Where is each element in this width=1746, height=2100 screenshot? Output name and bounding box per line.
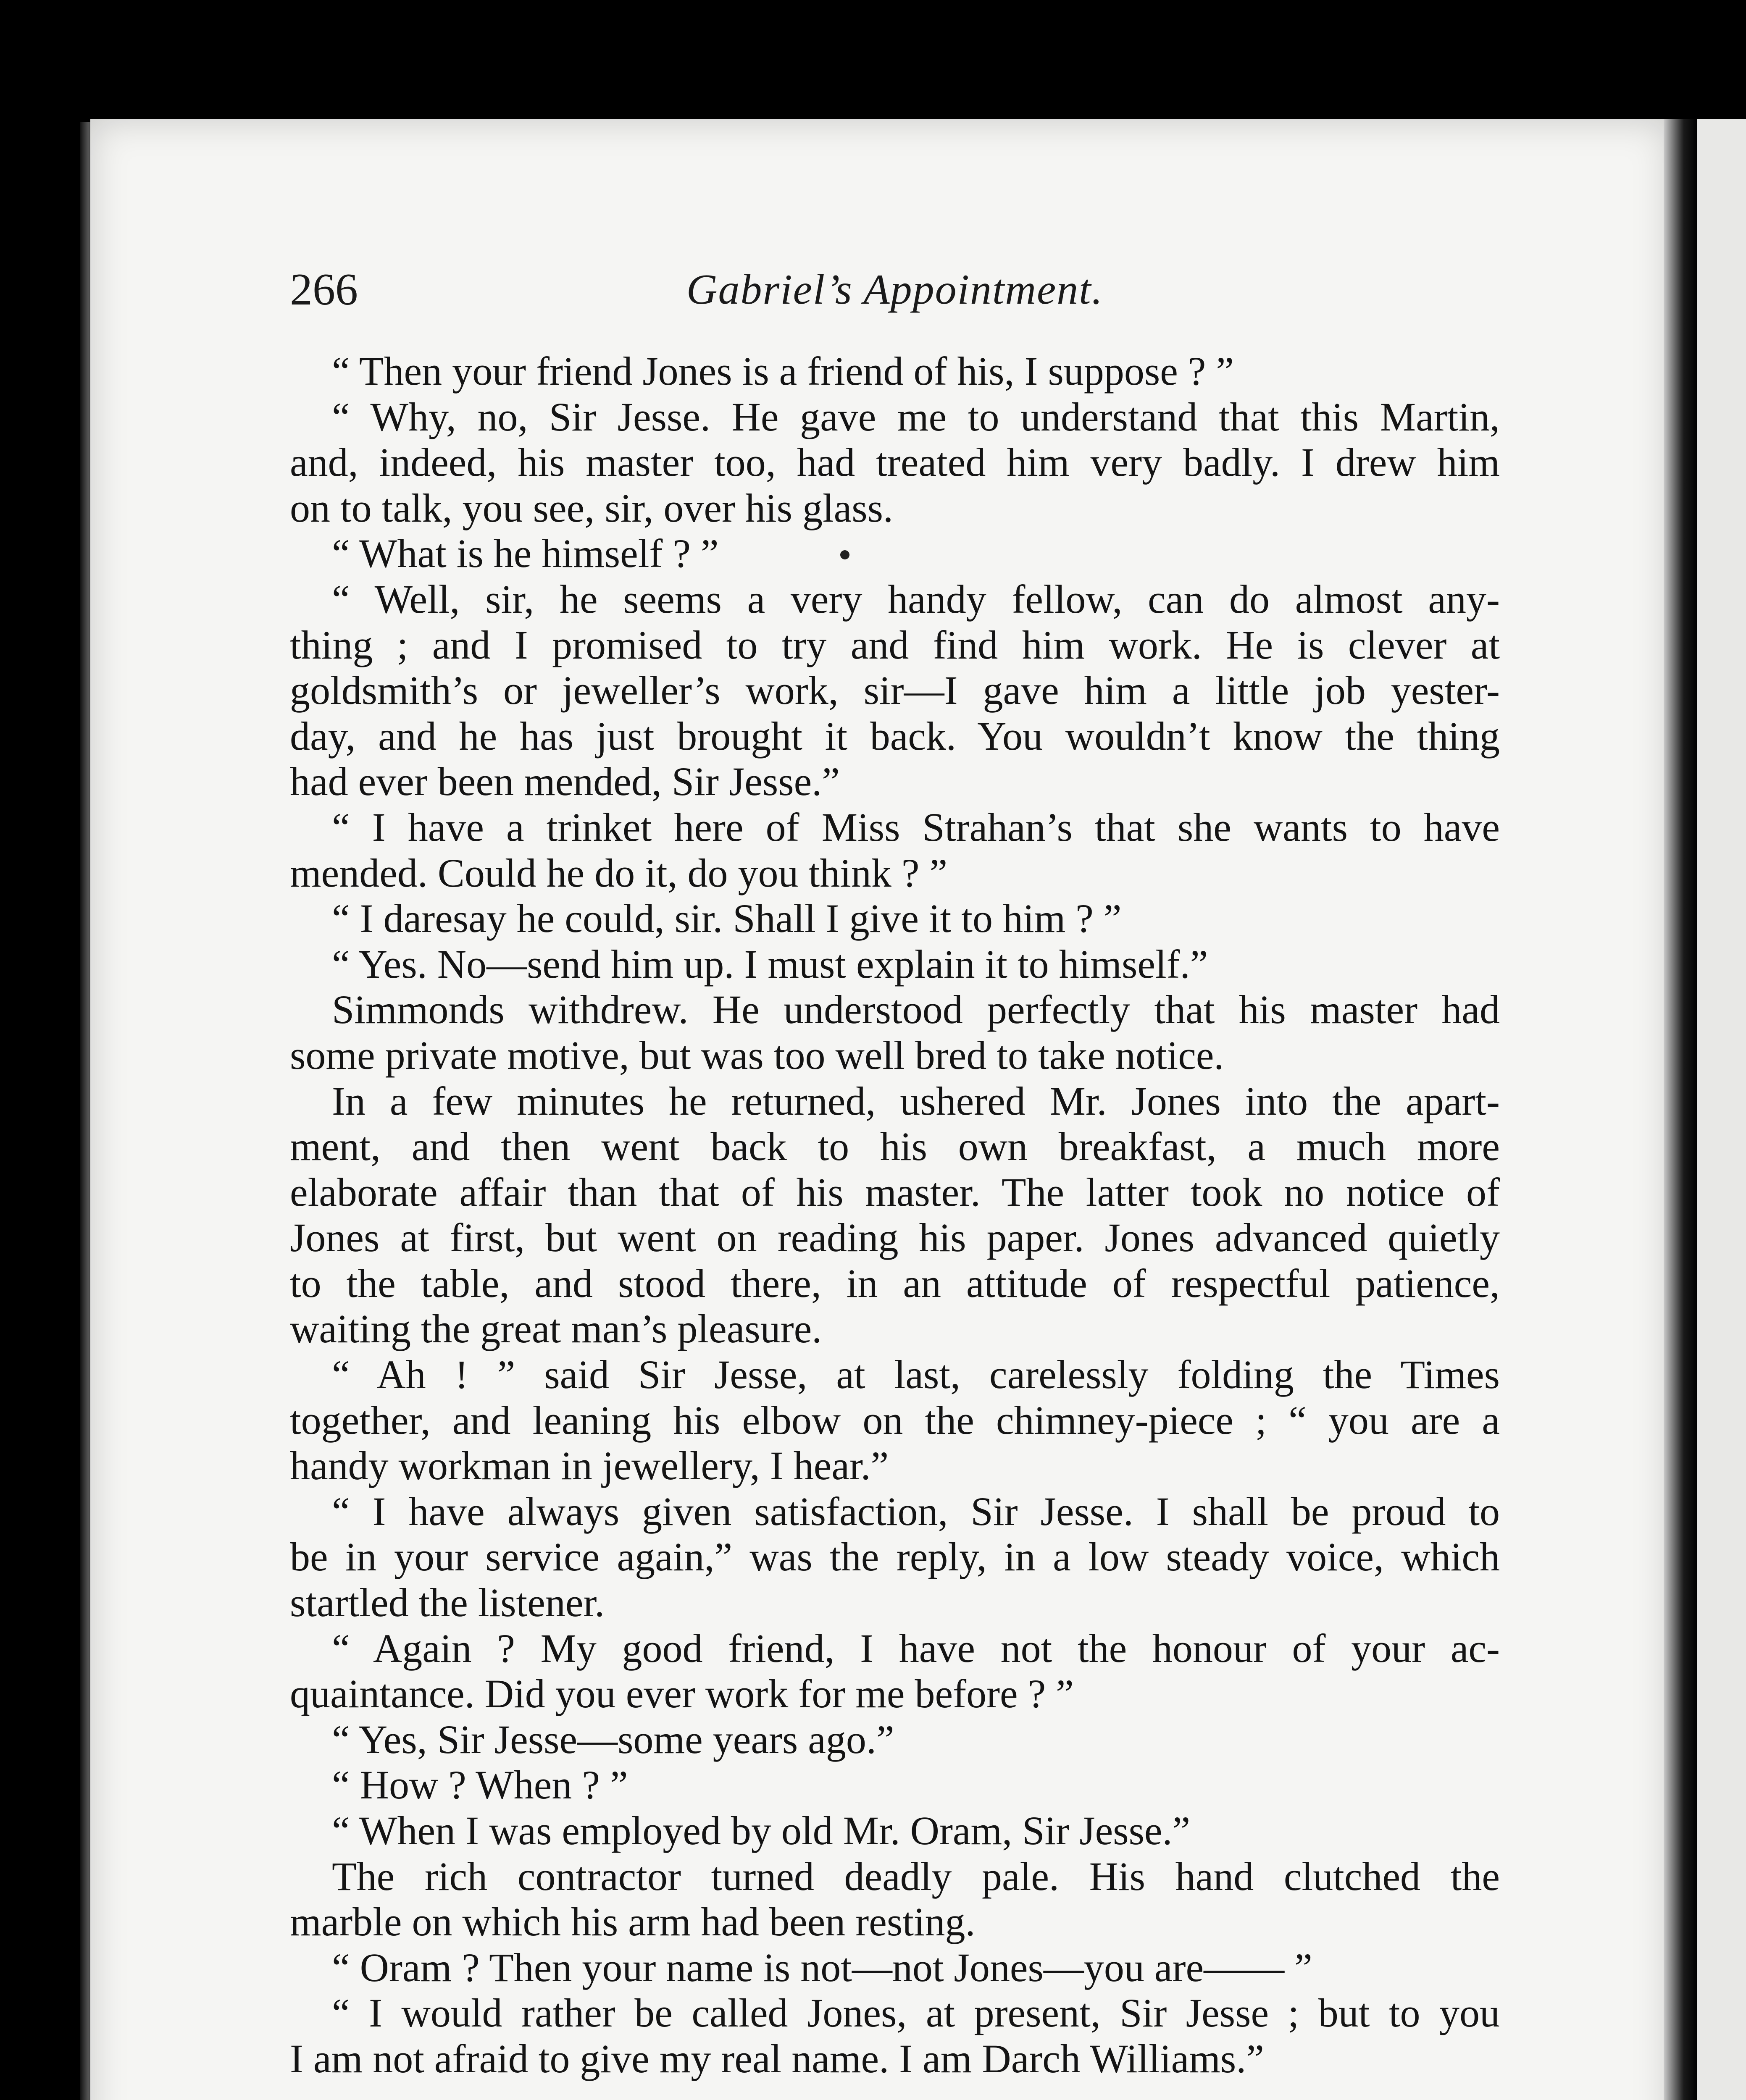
- text-line: mended. Could he do it, do you think ? ”: [290, 850, 948, 895]
- text-line: Simmonds withdrew. He understood perfectly that his master had: [332, 987, 1500, 1032]
- text-line: startled the listener.: [290, 1580, 605, 1625]
- print-speck: [840, 550, 849, 559]
- text-line: “ When I was employed by old Mr. Oram, Sir Jesse.”: [332, 1808, 1191, 1853]
- text-line: “ Well, sir, he seems a very handy fellow, can do almost any-: [332, 576, 1500, 622]
- running-title: Gabriel’s Appointment.: [686, 266, 1104, 313]
- page-number: 266: [290, 265, 358, 315]
- text-line: marble on which his arm had been resting.: [290, 1899, 976, 1945]
- text-line: thing ; and I promised to try and find him work. He is clever at: [290, 622, 1500, 667]
- text-line: together, and leaning his elbow on the chimney-piece ; “ you are a: [290, 1397, 1500, 1443]
- text-line: day, and he has just brought it back. You wouldn’t know the thing: [290, 713, 1500, 759]
- text-line: “ I daresay he could, sir. Shall I give it to him ? ”: [332, 896, 1122, 941]
- text-line: be in your service again,” was the reply, in a low steady voice, which: [290, 1534, 1500, 1580]
- text-line: In a few minutes he returned, ushered Mr. Jones into the apart-: [332, 1078, 1500, 1124]
- text-line: “ How ? When ? ”: [332, 1762, 628, 1808]
- text-line: handy workman in jewellery, I hear.”: [290, 1443, 889, 1488]
- text-line: “ Why, no, Sir Jesse. He gave me to understand that this Martin,: [332, 394, 1500, 439]
- body-text: [290, 349, 1500, 2082]
- text-line: “ Yes, Sir Jesse—some years ago.”: [332, 1717, 894, 1762]
- text-line: some private motive, but was too well bred to take notice.: [290, 1032, 1224, 1078]
- text-line: goldsmith’s or jeweller’s work, sir—I gave him a little job yester-: [290, 668, 1500, 713]
- text-line: “ I would rather be called Jones, at present, Sir Jesse ; but to you: [332, 1990, 1500, 2036]
- page-gutter-shadow: [1664, 119, 1697, 2100]
- text-line: “ Oram ? Then your name is not—not Jones—you are—— ”: [332, 1945, 1312, 1990]
- running-head: [290, 260, 1500, 319]
- text-line: I am not afraid to give my real name. I am Darch Williams.”: [290, 2036, 1264, 2081]
- text-line: waiting the great man’s pleasure.: [290, 1306, 822, 1352]
- text-line: had ever been mended, Sir Jesse.”: [290, 759, 840, 804]
- text-line: to the table, and stood there, in an attitude of respectful patience,: [290, 1260, 1500, 1306]
- text-line: “ I have always given satisfaction, Sir Jesse. I shall be proud to: [332, 1488, 1500, 1534]
- text-line: ment, and then went back to his own breakfast, a much more: [290, 1124, 1500, 1169]
- text-line: Jones at first, but went on reading his paper. Jones advanced quietly: [290, 1215, 1500, 1260]
- text-line: “ Ah ! ” said Sir Jesse, at last, carelessly folding the Times: [332, 1352, 1500, 1397]
- text-line: quaintance. Did you ever work for me before ? ”: [290, 1671, 1074, 1717]
- text-line: “ Again ? My good friend, I have not the honour of your ac-: [332, 1625, 1500, 1671]
- text-line: and, indeed, his master too, had treated him very badly. I drew him: [290, 440, 1500, 485]
- text-line: “ Yes. No—send him up. I must explain it to himself.”: [332, 941, 1208, 987]
- text-line: on to talk, you see, sir, over his glass.: [290, 485, 893, 530]
- adjacent-page-sliver: [1697, 119, 1746, 2100]
- text-line: “ Then your friend Jones is a friend of his, I suppose ? ”: [332, 349, 1234, 394]
- text-line: The rich contractor turned deadly pale. His hand clutched the: [332, 1853, 1500, 1899]
- text-line: “ I have a trinket here of Miss Strahan’s that she wants to have: [332, 804, 1500, 850]
- text-line: “ What is he himself ? ”: [332, 531, 719, 576]
- text-line: elaborate affair than that of his master. The latter took no notice of: [290, 1169, 1500, 1215]
